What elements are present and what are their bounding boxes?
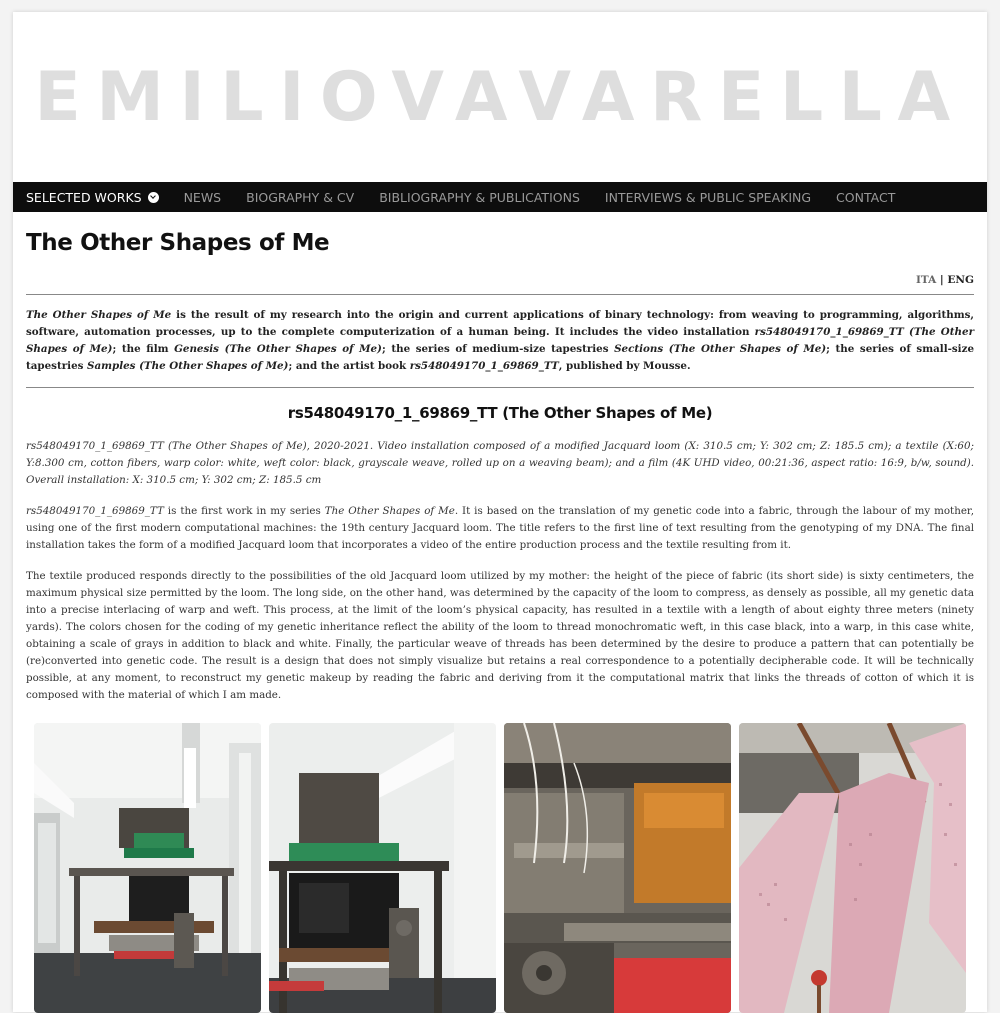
divider [26,294,974,295]
intro-text: ; the series of medium-size tapestries [381,343,615,355]
work-caption: rs548049170_1_69869_TT (The Other Shapes of Me), 2020-2021. Video installation composed of a modified Jacquard loom (X: 310.5 cm; Y: 302 cm; Z: 185.5 cm); a textile (X:60; Y:8.300 cm, cotton fibers, warp color: white, weft color: black, grayscale weave, rolled up on a weaving beam); and a film (4K UHD video, 00:21:36, aspect ratio: 16:9, b/w, sound). Overall installation: X: 310.5 cm; Y: 302 cm; Z: 185.5 cm [26,440,974,486]
divider [26,387,974,388]
punched-cards-photo [739,723,966,1013]
site-logo[interactable]: EMILIOVAVARELLA [34,58,966,137]
intro-paragraph [26,307,974,375]
loom-closeup-photo [269,723,496,1013]
nav-contact[interactable]: CONTACT [836,189,896,205]
body-text: . It is based on the translation of my genetic code into a fabric, through the labour of my mother, using one of the first modern computational machines: the 19th century Jacquard loom. The title refers to the first line of text resulting from the genotyping of my DNA. The final installation takes the form of a modified Jacquard loom that incorporates a video of the entire production process and the textile resulting from it. [26,505,974,551]
intro-text: ; the film [112,343,175,355]
language-switcher [26,274,974,286]
gallery-image-4[interactable] [739,723,966,1013]
work-ref: The Other Shapes of Me [324,505,455,517]
intro-work-ref: Sections (The Other Shapes of Me) [614,343,827,355]
nav-interviews-public-speaking[interactable]: INTERVIEWS & PUBLIC SPEAKING [604,189,812,205]
intro-text: is the result of my research into the origin and current applications of binary technology: from weaving to programming, algorithms, software, automation processes, up to the complete computerization of a human being. It includes the video installation [26,309,974,338]
main-content [13,230,987,1013]
loom-room-photo [34,723,261,1013]
image-gallery [26,723,974,1013]
intro-work-ref: Genesis (The Other Shapes of Me) [174,343,382,355]
body-text: is the first work in my series [163,505,325,517]
page-container [13,12,987,1012]
nav-selected-works-label: SELECTED WORKS [26,189,142,205]
lang-eng-link[interactable]: ENG [947,274,974,286]
nav-selected-works[interactable] [26,190,159,205]
main-navbar [13,182,987,212]
intro-text: , published by Mousse. [558,360,691,372]
nav-news[interactable]: NEWS [183,189,222,205]
intro-work-ref: rs548049170_1_69869_TT [409,360,559,372]
lang-separator: | [936,274,948,286]
chevron-down-icon [148,192,159,203]
intro-text: ; the series of small-size tapestries [26,343,974,372]
lang-ita-link[interactable]: ITA [915,274,937,286]
page-title: The Other Shapes of Me [26,230,330,256]
work-ref: rs548049170_1_69869_TT [26,505,164,517]
intro-work-title: The Other Shapes of Me [26,309,172,321]
intro-work-ref: Samples (The Other Shapes of Me) [87,360,289,372]
nav-biography-cv[interactable]: BIOGRAPHY & CV [246,189,355,205]
body-paragraph-1 [26,503,974,554]
intro-text: ; and the artist book [288,360,410,372]
intro-work-ref: rs548049170_1_69869_TT (The Other Shapes of Me) [26,326,974,355]
site-header [13,12,987,182]
gallery-image-3[interactable] [504,723,731,1013]
section-title: rs548049170_1_69869_TT (The Other Shapes of Me) [287,404,713,422]
loom-mechanism-photo [504,723,731,1013]
nav-bibliography-publications[interactable]: BIBLIOGRAPHY & PUBLICATIONS [379,189,580,205]
body-paragraph-2: The textile produced responds directly to the possibilities of the old Jacquard loom utilized by my mother: the height of the piece of fabric (its short side) is sixty centimeters, the maximum physical size permitted by the loom. The long side, on the other hand, was determined by the capacity of the loom to compress, as densely as possible, all my genetic data into a precise interlacing of warp and weft. This process, at the limit of the loom’s physical capacity, has resulted in a textile with a length of about eighty three meters (ninety yards). The colors chosen for the coding of my genetic inheritance reflect the ability of the loom to thread monochromatic weft, in this case black, into a warp, in this case white, obtaining a scale of grays in addition to black and white. Finally, the particular weave of threads has been determined by the desire to produce a pattern that can potentially be (re)converted into genetic code. The result is a design that does not simply visualize but retains a real correspondence to a potentially decipherable code. It will be technically possible, at any moment, to reconstruct my genetic makeup by reading the fabric and deriving from it the computational matrix that links the threads of cotton of which it is composed with the material of which I am made. [26,570,974,701]
gallery-image-2[interactable] [269,723,496,1013]
gallery-image-1[interactable] [34,723,261,1013]
